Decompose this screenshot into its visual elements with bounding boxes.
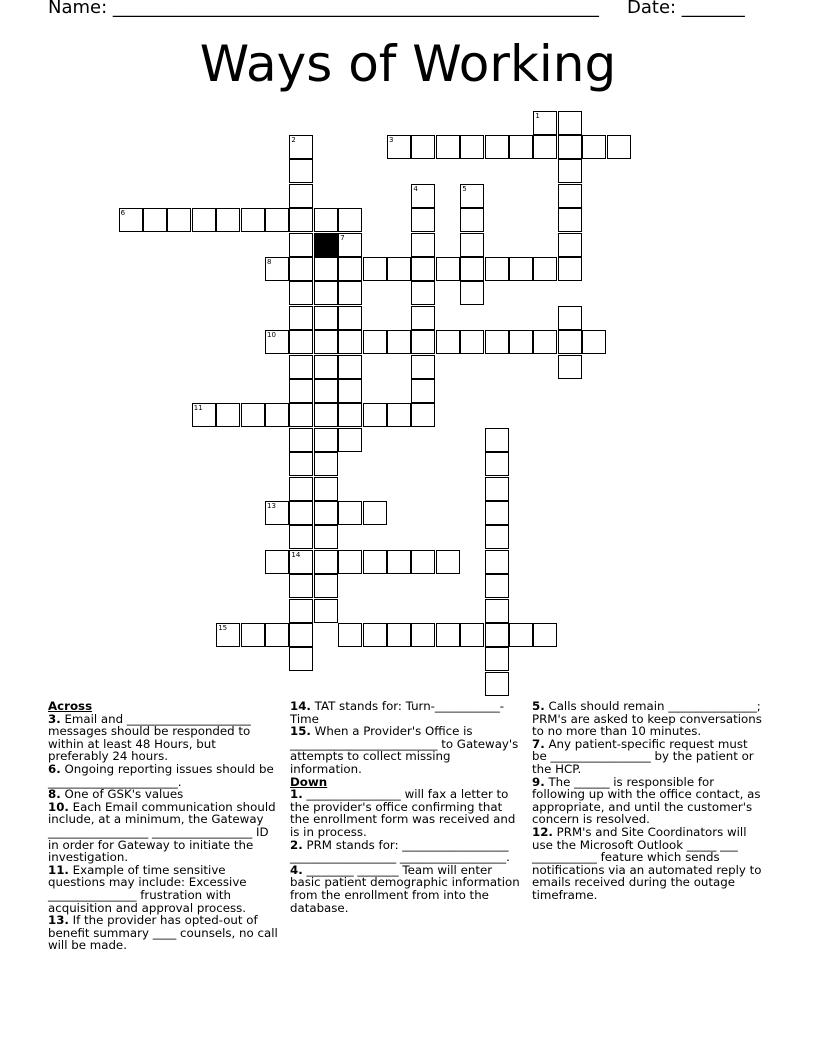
clue-text: Calls should remain _______________; PRM's are asked to keep conversations to no more than 10 minutes. (532, 699, 762, 739)
grid-cell[interactable] (289, 623, 313, 647)
grid-cell[interactable] (582, 330, 606, 354)
grid-cell[interactable] (436, 330, 460, 354)
grid-cell[interactable] (338, 501, 362, 525)
grid-cell[interactable] (485, 672, 509, 696)
grid-cell[interactable] (558, 306, 582, 330)
grid-cell[interactable] (338, 550, 362, 574)
grid-cell[interactable] (558, 111, 582, 135)
grid-cell[interactable] (314, 257, 338, 281)
grid-cell[interactable] (411, 623, 435, 647)
grid-cell[interactable] (167, 208, 191, 232)
grid-cell[interactable] (338, 379, 362, 403)
clue-number: 11. (48, 862, 69, 877)
grid-cell[interactable] (289, 477, 313, 501)
clue-across-13 (48, 914, 280, 952)
grid-cell[interactable] (387, 550, 411, 574)
clue-text: Email and _____________________ messages should be responded to within at least 48 Hours, but preferably 24 hours. (48, 711, 251, 764)
grid-cell[interactable] (289, 379, 313, 403)
clue-number: 15. (290, 724, 311, 739)
grid-cell[interactable] (241, 403, 265, 427)
clue-number-label: 7 (340, 233, 345, 242)
grid-cell[interactable] (509, 135, 533, 159)
grid-cell[interactable] (558, 135, 582, 159)
grid-cell[interactable] (460, 330, 484, 354)
grid-cell[interactable] (485, 452, 509, 476)
grid-cell[interactable] (558, 159, 582, 183)
clue-number-label: 4 (413, 184, 418, 193)
clue-text: Any patient-specific request must be _________________ by the patient or the HCP. (532, 736, 754, 776)
clue-number: 7. (532, 736, 545, 751)
grid-cell[interactable] (216, 208, 240, 232)
grid-cell[interactable] (558, 184, 582, 208)
clue-across-3 (48, 713, 280, 763)
grid-cell[interactable] (533, 111, 557, 135)
grid-cell[interactable] (533, 257, 557, 281)
grid-cell[interactable] (387, 257, 411, 281)
clue-number-label: 13 (267, 502, 276, 510)
grid-cell[interactable] (485, 477, 509, 501)
clue-number: 14. (290, 699, 311, 713)
grid-cell[interactable] (289, 403, 313, 427)
clue-down-12 (532, 826, 764, 902)
grid-cell[interactable] (338, 233, 362, 257)
grid-cell[interactable] (289, 355, 313, 379)
clue-text: If the provider has opted-out of benefit summary ____ counsels, no call will be made. (48, 913, 278, 953)
grid-cell[interactable] (485, 574, 509, 598)
grid-cell[interactable] (338, 281, 362, 305)
grid-cell[interactable] (265, 330, 289, 354)
grid-cell[interactable] (436, 257, 460, 281)
grid-cell[interactable] (314, 599, 338, 623)
grid-cell[interactable] (289, 574, 313, 598)
grid-cell[interactable] (558, 233, 582, 257)
grid-cell[interactable] (216, 403, 240, 427)
grid-cell[interactable] (460, 208, 484, 232)
clue-number: 13. (48, 913, 69, 928)
grid-cell[interactable] (411, 184, 435, 208)
clue-text: ________________ will fax a letter to the provider's office confirming that the enrollment form was received and is in process. (290, 787, 516, 839)
grid-cell[interactable] (558, 355, 582, 379)
grid-cell[interactable] (289, 330, 313, 354)
clue-number-label: 15 (218, 624, 228, 632)
grid-cell[interactable] (143, 208, 167, 232)
grid-cell[interactable] (265, 501, 289, 525)
clue-number: 9. (532, 774, 545, 789)
grid-cell[interactable] (485, 599, 509, 623)
grid-cell[interactable] (314, 501, 338, 525)
grid-cell[interactable] (314, 477, 338, 501)
grid-cell[interactable] (265, 208, 289, 232)
clue-down-4 (290, 864, 522, 914)
grid-cell[interactable] (387, 135, 411, 159)
grid-cell[interactable] (533, 623, 557, 647)
grid-cell[interactable] (387, 330, 411, 354)
grid-cell[interactable] (289, 208, 313, 232)
clue-across-10 (48, 801, 280, 864)
clue-number: 4. (290, 862, 303, 877)
grid-cell[interactable] (509, 623, 533, 647)
grid-cell[interactable] (411, 330, 435, 354)
grid-cell[interactable] (460, 135, 484, 159)
grid-cell[interactable] (289, 281, 313, 305)
grid-cell[interactable] (436, 135, 460, 159)
clue-number: 8. (48, 787, 61, 802)
grid-cell[interactable] (411, 208, 435, 232)
grid-cell[interactable] (485, 550, 509, 574)
grid-cell[interactable] (338, 428, 362, 452)
grid-cell[interactable] (411, 379, 435, 403)
grid-cell[interactable] (314, 281, 338, 305)
grid-cell[interactable] (509, 330, 533, 354)
grid-cell[interactable] (314, 428, 338, 452)
grid-cell[interactable] (411, 281, 435, 305)
grid-cell[interactable] (363, 403, 387, 427)
grid-cell[interactable] (192, 403, 216, 427)
grid-cell[interactable] (485, 525, 509, 549)
clue-number: 3. (48, 711, 61, 726)
down-heading: Down (290, 774, 328, 789)
grid-cell[interactable] (241, 623, 265, 647)
grid-cell[interactable] (460, 184, 484, 208)
clue-text: The ______ is responsible for following up with the office contact, as appropriate, and until the customer's concern is resolved. (532, 774, 761, 827)
clue-across-15 (290, 725, 522, 775)
grid-cell[interactable] (265, 623, 289, 647)
grid-cell[interactable] (363, 501, 387, 525)
grid-cell[interactable] (338, 306, 362, 330)
clue-number-label: 14 (291, 550, 301, 559)
grid-cell[interactable] (411, 355, 435, 379)
grid-cell[interactable] (314, 525, 338, 549)
grid-cell[interactable] (363, 257, 387, 281)
grid-cell[interactable] (460, 233, 484, 257)
clue-text: One of GSK's values (64, 787, 184, 802)
clue-down-5 (532, 700, 764, 738)
grid-cell[interactable] (558, 330, 582, 354)
grid-cell[interactable] (289, 233, 313, 257)
grid-cell[interactable] (289, 501, 313, 525)
grid-cell[interactable] (314, 550, 338, 574)
clue-number-label: 6 (120, 209, 126, 218)
grid-cell[interactable] (485, 428, 509, 452)
clue-text: TAT stands for: Turn-___________-Time (290, 699, 505, 726)
clue-down-7 (532, 738, 764, 776)
grid-cell[interactable] (460, 281, 484, 305)
clue-text: Each Email communication should include, at a minimum, the Gateway _________________ _________________ ID in order for Gateway to initiate the investigation. (48, 799, 276, 865)
grid-cell[interactable] (241, 208, 265, 232)
clue-number-label: 2 (291, 136, 296, 144)
grid-cell[interactable] (314, 330, 338, 354)
grid-cell[interactable] (314, 355, 338, 379)
grid-cell[interactable] (411, 306, 435, 330)
grid-cell[interactable] (558, 257, 582, 281)
grid-cell[interactable] (338, 330, 362, 354)
clue-number-label: 8 (267, 258, 272, 266)
grid-cell[interactable] (289, 306, 313, 330)
grid-cell[interactable] (436, 623, 460, 647)
grid-cell[interactable] (314, 379, 338, 403)
clue-number: 6. (48, 761, 61, 776)
clue-text: PRM stands for: __________________ __________________ __________________. (290, 837, 510, 865)
grid-black-cell (314, 233, 338, 257)
grid-cell[interactable] (289, 550, 313, 574)
grid-cell[interactable] (485, 647, 509, 671)
grid-cell[interactable] (460, 623, 484, 647)
grid-cell[interactable] (509, 257, 533, 281)
grid-cell[interactable] (265, 257, 289, 281)
grid-cell[interactable] (411, 257, 435, 281)
grid-cell[interactable] (314, 208, 338, 232)
clue-number: 12. (532, 824, 553, 839)
clue-number-label: 10 (267, 331, 276, 340)
clue-text: Example of time sensitive questions may include: Excessive _______________ frustration with acquisition and approval process. (48, 862, 247, 915)
grid-cell[interactable] (533, 330, 557, 354)
clue-text: Ongoing reporting issues should be ______________________. (48, 761, 274, 789)
grid-cell[interactable] (411, 403, 435, 427)
grid-cell[interactable] (289, 159, 313, 183)
grid-cell[interactable] (338, 355, 362, 379)
page-title: Ways of Working (199, 35, 617, 93)
grid-cell[interactable] (289, 135, 313, 159)
clue-number-label: 11 (193, 404, 203, 413)
grid-cell[interactable] (607, 135, 631, 159)
clue-number-label: 3 (389, 136, 394, 144)
clue-down-1 (290, 788, 522, 838)
clues-column-1 (48, 700, 280, 952)
grid-cell[interactable] (387, 403, 411, 427)
clue-number-label: 1 (535, 111, 540, 120)
name-field-label[interactable]: Name: ______________________________________________________ (48, 0, 599, 18)
across-heading: Across (48, 699, 93, 713)
grid-cell[interactable] (314, 403, 338, 427)
grid-cell[interactable] (485, 501, 509, 525)
grid-cell[interactable] (363, 550, 387, 574)
grid-cell[interactable] (411, 550, 435, 574)
grid-cell[interactable] (485, 135, 509, 159)
grid-cell[interactable] (460, 257, 484, 281)
grid-cell[interactable] (289, 428, 313, 452)
clue-across-6 (48, 763, 280, 788)
grid-cell[interactable] (314, 306, 338, 330)
clue-across-14 (290, 700, 522, 725)
grid-cell[interactable] (338, 257, 362, 281)
clue-text: When a Provider's Office is _________________________ to Gateway's attempts to collect missing information. (290, 724, 519, 776)
clue-number: 10. (48, 799, 69, 814)
clue-down-2 (290, 839, 522, 864)
grid-cell[interactable] (289, 525, 313, 549)
clue-number: 5. (532, 699, 545, 713)
grid-cell[interactable] (265, 403, 289, 427)
clue-down-9 (532, 776, 764, 826)
clue-text: PRM's and Site Coordinators will use the Microsoft Outlook _____ ___ ___________ feature which sends notifications via an automated reply to emails received during the outage timeframe. (532, 824, 762, 902)
grid-cell[interactable] (436, 550, 460, 574)
grid-cell[interactable] (485, 623, 509, 647)
date-field-label[interactable]: Date: _______ (627, 0, 745, 18)
grid-cell[interactable] (338, 403, 362, 427)
grid-cell[interactable] (338, 208, 362, 232)
grid-cell[interactable] (192, 208, 216, 232)
grid-cell[interactable] (289, 452, 313, 476)
grid-cell[interactable] (289, 647, 313, 671)
grid-cell[interactable] (411, 135, 435, 159)
clue-across-11 (48, 864, 280, 914)
grid-cell[interactable] (314, 574, 338, 598)
grid-cell[interactable] (363, 330, 387, 354)
clue-text: ________ _______ Team will enter basic patient demographic information from the enrollment from into the database. (290, 862, 520, 915)
clue-number: 1. (290, 787, 303, 802)
grid-cell[interactable] (582, 135, 606, 159)
clues-column-2 (290, 700, 522, 914)
grid-cell[interactable] (289, 184, 313, 208)
grid-cell[interactable] (338, 623, 362, 647)
grid-cell[interactable] (558, 208, 582, 232)
clue-number-label: 5 (462, 184, 467, 193)
grid-cell[interactable] (363, 623, 387, 647)
grid-cell[interactable] (387, 623, 411, 647)
grid-cell[interactable] (533, 135, 557, 159)
grid-cell[interactable] (265, 550, 289, 574)
grid-cell[interactable] (485, 257, 509, 281)
grid-cell[interactable] (485, 330, 509, 354)
clues-column-3 (532, 700, 764, 902)
clue-number: 2. (290, 837, 303, 852)
grid-cell[interactable] (289, 599, 313, 623)
grid-cell[interactable] (289, 257, 313, 281)
grid-cell[interactable] (216, 623, 240, 647)
grid-cell[interactable] (314, 452, 338, 476)
grid-cell[interactable] (119, 208, 143, 232)
grid-cell[interactable] (411, 233, 435, 257)
